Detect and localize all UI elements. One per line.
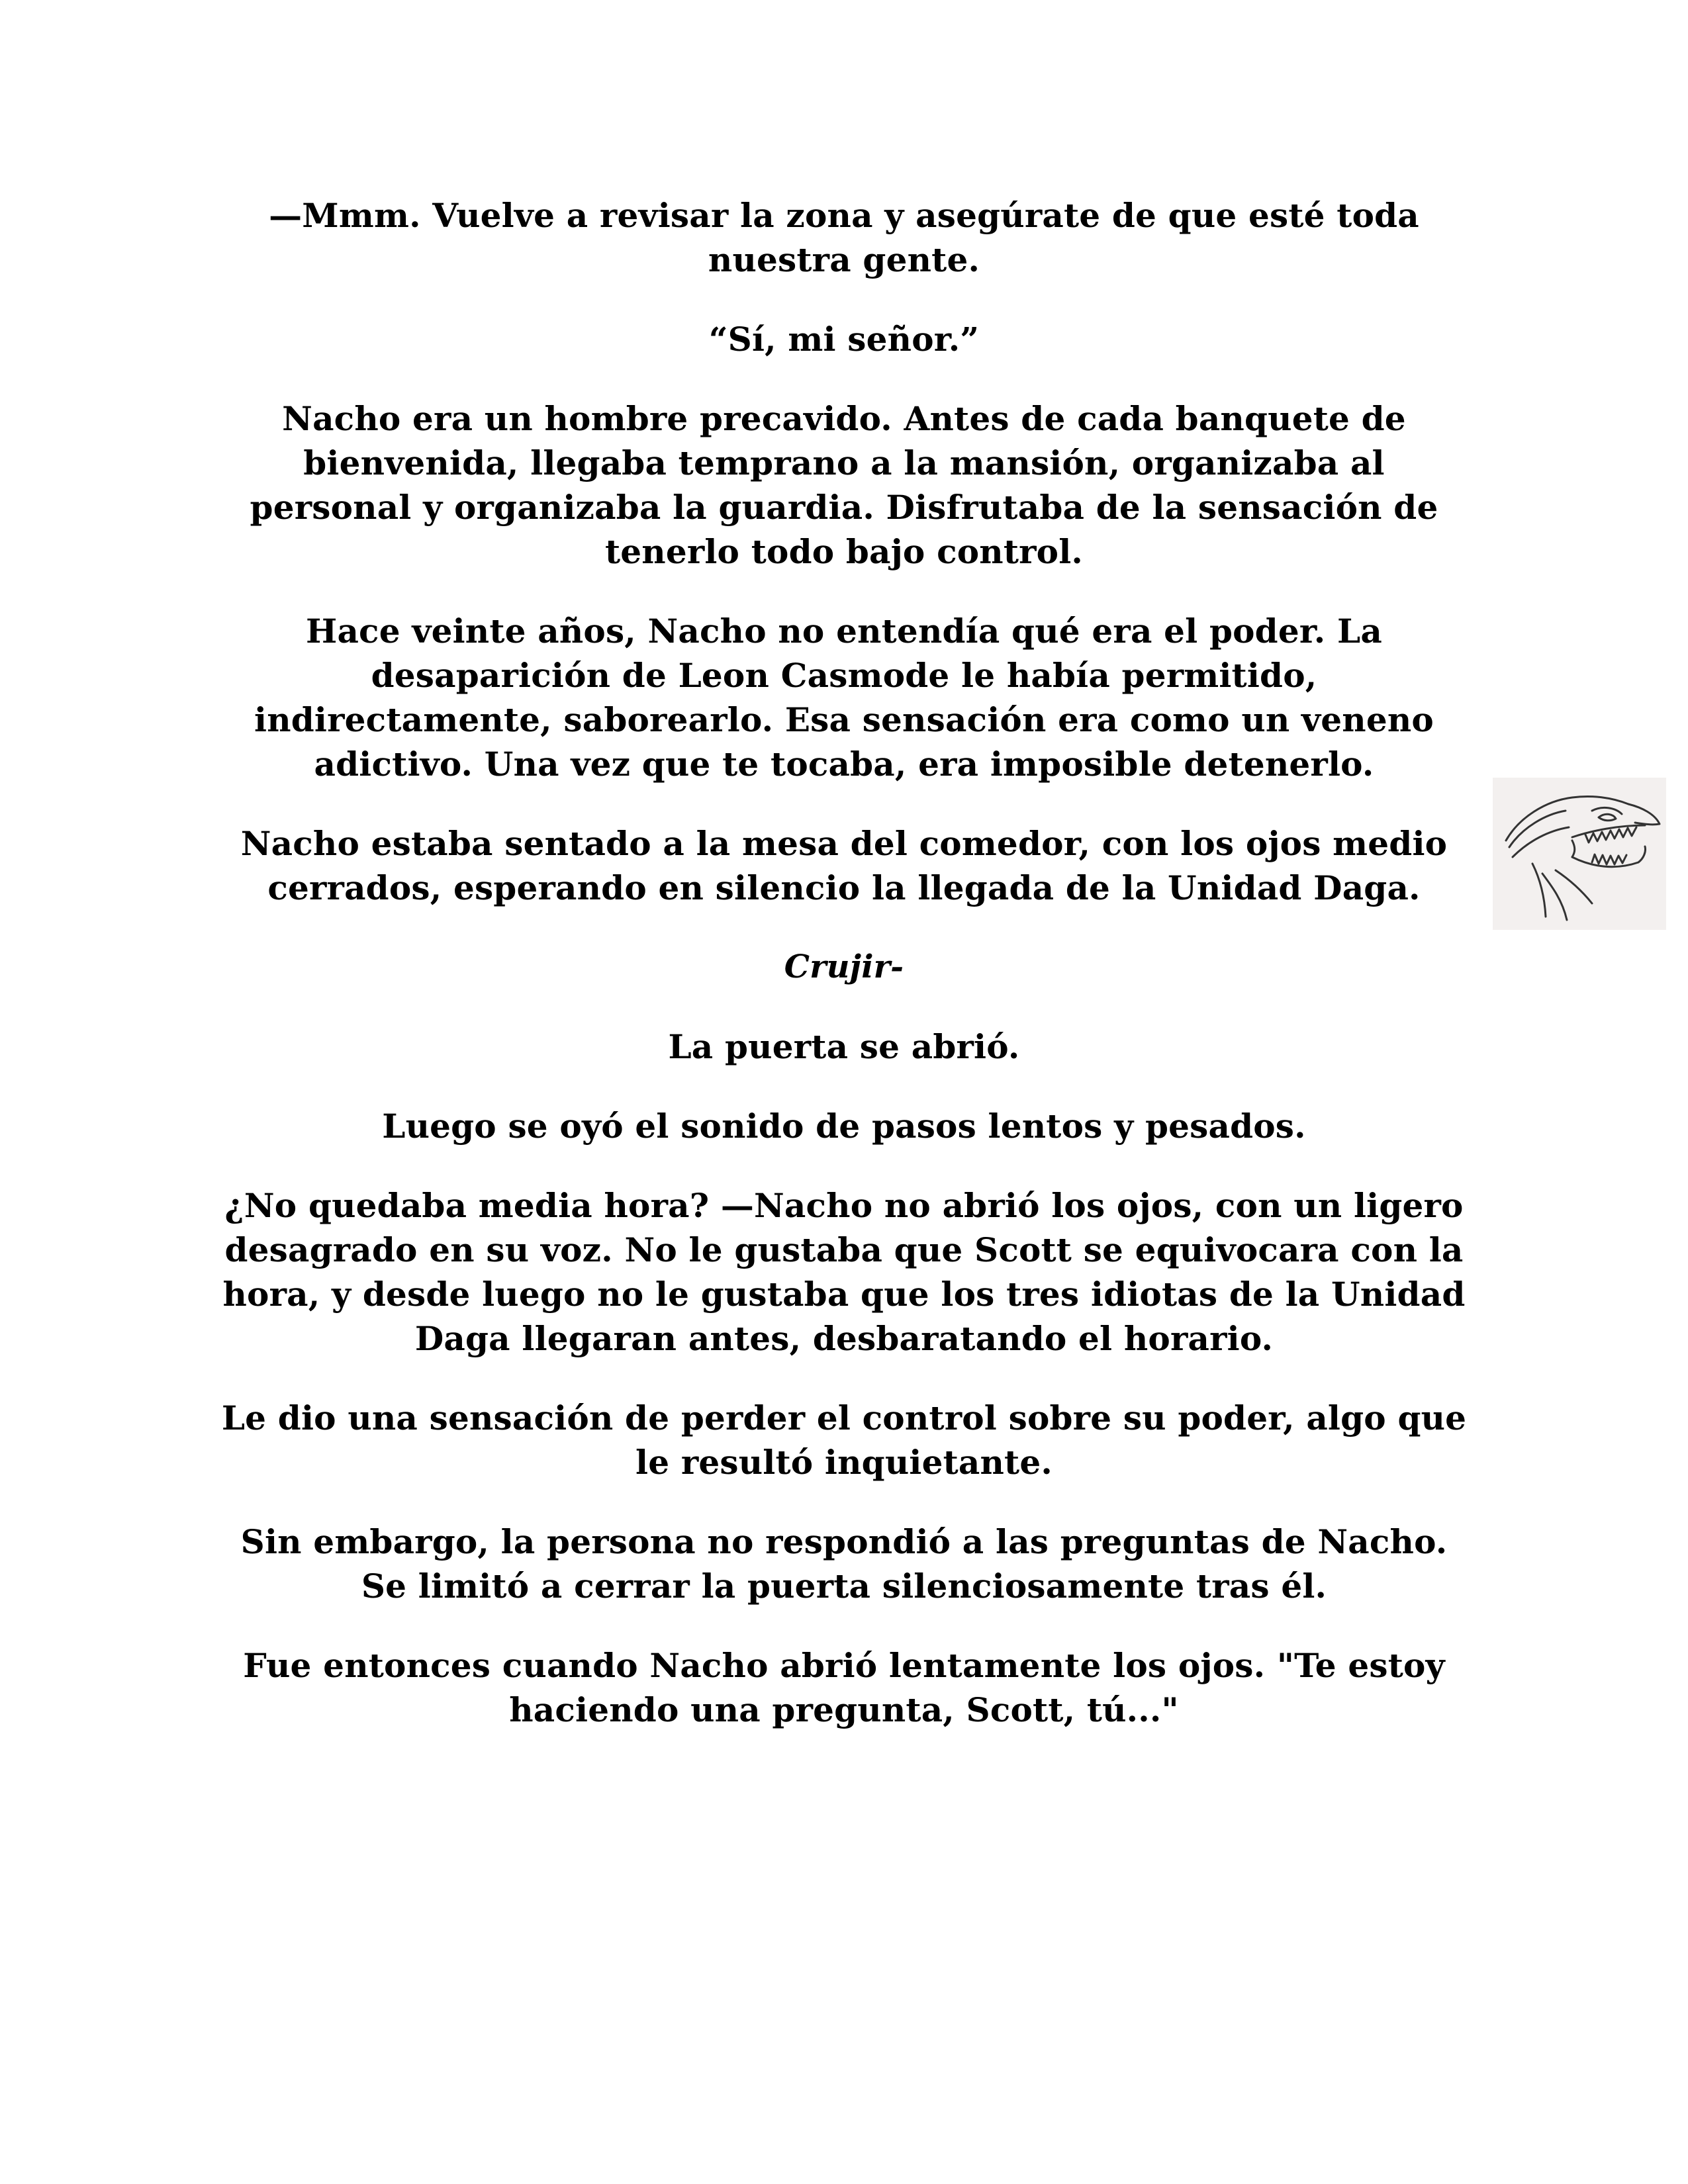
paragraph-nacho-precavido: Nacho era un hombre precavido. Antes de cada banquete de bienvenida, llegaba temprano a la mansión, organizaba al personal y organizaba la guardia. Disfrutaba de la sensación de tenerlo todo bajo control. <box>250 399 1438 571</box>
paragraph-media-hora: ¿No quedaba media hora? —Nacho no abrió los ojos, con un ligero desagrado en su voz. No le gustaba que Scott se equivocara con la hora, y desde luego no le gustaba que los tres idiotas de la Unidad Daga llegaran antes, desbaratando el horario. <box>222 1186 1466 1358</box>
sound-effect-crujir: Crujir- <box>784 948 904 985</box>
paragraph-sin-embargo: Sin embargo, la persona no respondió a las preguntas de Nacho. Se limitó a cerrar la puerta silenciosamente tras él. <box>240 1522 1448 1606</box>
paragraph-nacho-sentado: Nacho estaba sentado a la mesa del comedor, con los ojos medio cerrados, esperando en silencio la llegada de la Unidad Daga. <box>240 824 1448 907</box>
paragraph-hace-veinte-anos: Hace veinte años, Nacho no entendía qué era el poder. La desaparición de Leon Casmode le había permitido, indirectamente, saborearlo. Esa sensación era como un veneno adictivo. Una vez que te tocaba, era imposible detenerlo. <box>254 612 1434 784</box>
paragraph-pasos: Luego se oyó el sonido de pasos lentos y pesados. <box>382 1107 1306 1146</box>
story-text <box>218 193 1470 1767</box>
paragraph-puerta-abrio: La puerta se abrió. <box>668 1027 1020 1066</box>
paragraph-dialogue-mmm: —Mmm. Vuelve a revisar la zona y asegúrate de que esté toda nuestra gente. <box>269 196 1419 279</box>
paragraph-dialogue-si-senor: “Sí, mi señor.” <box>708 320 980 359</box>
paragraph-fue-entonces: Fue entonces cuando Nacho abrió lentamente los ojos. "Te estoy haciendo una pregunta, Scott, tú..." <box>243 1646 1445 1729</box>
paragraph-perder-control: Le dio una sensación de perder el control sobre su poder, algo que le resultó inquietante. <box>221 1398 1467 1482</box>
dinosaur-head-sketch-icon <box>1493 778 1666 930</box>
